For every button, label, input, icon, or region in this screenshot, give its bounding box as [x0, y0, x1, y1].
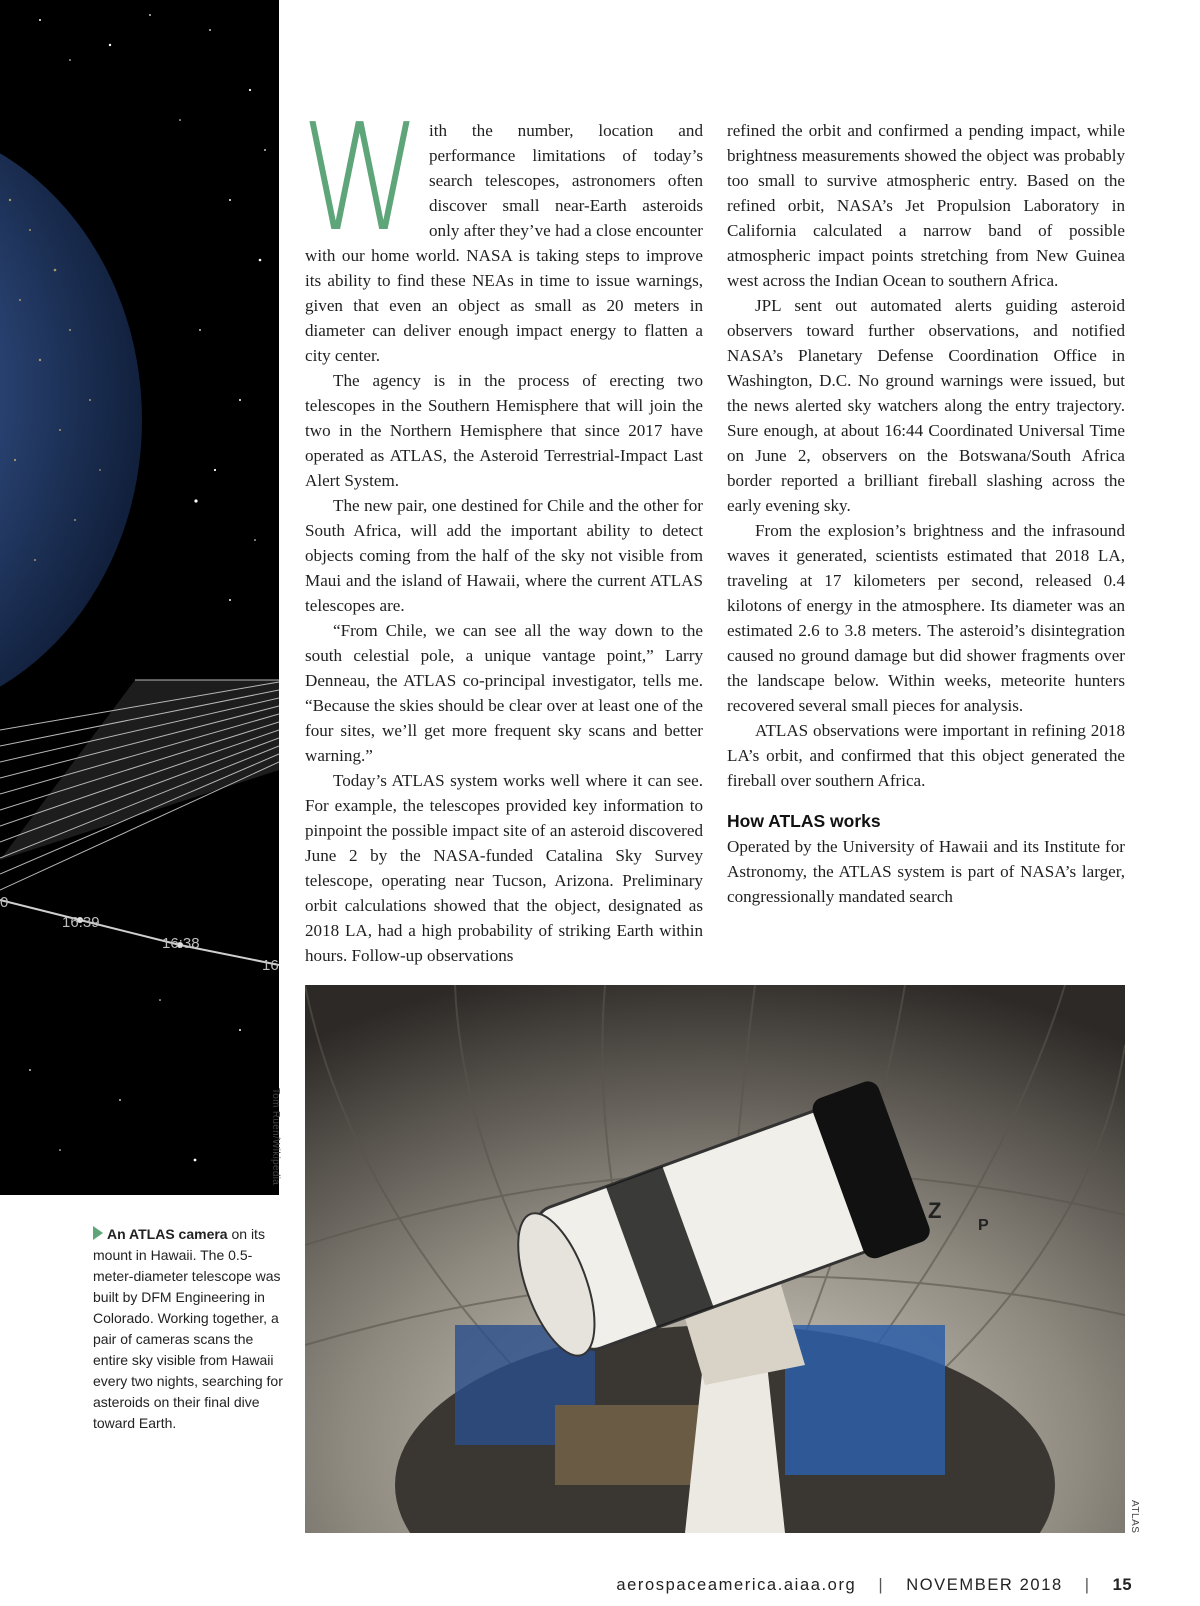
time-label: 0: [0, 894, 9, 911]
paragraph: Operated by the University of Hawaii and its Institute for Astronomy, the ATLAS system is part of NASA’s larger, congressionally mandated search: [727, 837, 1125, 906]
caption-arrow-icon: [93, 1226, 103, 1240]
page-number: 15: [1112, 1576, 1132, 1594]
graphic-credit: Tom Ruen/Wikipedia: [270, 1088, 281, 1186]
dome-letter: Z: [928, 1198, 942, 1223]
telescope-photo: [305, 985, 1125, 1533]
photo-caption: [93, 1224, 283, 1434]
earth-trajectory-illustration: [0, 0, 279, 1195]
paragraph: “From Chile, we can see all the way down to the south celestial pole, a unique vantage point,” Larry Denneau, the ATLAS co-principal investigator, tells me. “Because the skies should be clear over at least one of the four sites, we’ll get more frequent sky scans and better warning.”: [305, 621, 703, 765]
time-label: 16: [262, 957, 279, 974]
earth-globe: [0, 120, 142, 720]
telescope-illustration: [305, 985, 1125, 1533]
space-graphic: [0, 0, 279, 1195]
section-subhead: How ATLAS works: [727, 811, 881, 831]
footer-site: aerospaceamerica.aiaa.org: [616, 1576, 857, 1594]
article-column-left: [301, 92, 703, 968]
time-label: 16:38: [162, 935, 200, 952]
dome-letter: P: [978, 1217, 989, 1234]
time-label: 16:39: [62, 914, 100, 931]
page-footer: [616, 1576, 1132, 1595]
paragraph: With the number, location and performance limitations of today’s search telescopes, astronomers often discover small near-Earth asteroids only after they’ve had a close encounter with our home world. NASA is taking steps to improve its ability to find these NEAs in time to issue warnings, given that even an object as small as 20 meters in diameter can deliver enough impact energy to flatten a city center.: [301, 92, 703, 365]
photo-credit: ATLAS: [1129, 1500, 1140, 1534]
caption-text: on its mount in Hawaii. The 0.5-meter-diameter telescope was built by DFM Engineering in Colorado. Working together, a pair of cameras scans the entire sky visible from Hawaii every two nights, searching for asteroids on their final dive toward Earth.: [93, 1226, 283, 1431]
paragraph: ATLAS observations were important in refining 2018 LA’s orbit, and confirmed that this object generated the fireball over southern Africa.: [727, 721, 1125, 790]
drop-cap: W: [301, 92, 422, 264]
trajectory-grid: [0, 680, 279, 890]
article-column-right: [727, 118, 1125, 909]
ground-track: [0, 900, 279, 965]
paragraph: refined the orbit and confirmed a pending impact, while brightness measurements showed the object was probably too small to survive atmospheric entry. Based on the refined orbit, NASA’s Jet Propulsion Laboratory in California calculated a narrow band of possible atmospheric impact points stretching from New Guinea west across the Indian Ocean to southern Africa.: [727, 121, 1125, 290]
paragraph: The agency is in the process of erecting two telescopes in the Southern Hemisphere that will join the two in the Northern Hemisphere that since 2017 have operated as ATLAS, the Asteroid Terrestrial-Impact Last Alert System.: [305, 371, 703, 490]
paragraph: From the explosion’s brightness and the infrasound waves it generated, scientists estimated that 2018 LA, traveling at 17 kilometers per second, released 0.4 kilotons of energy in the atmosphere. Its diameter was an estimated 2.6 to 3.8 meters. The asteroid’s disintegration caused no ground damage but did shower fragments over the landscape below. Within weeks, meteorite hunters recovered several small pieces for analysis.: [727, 521, 1125, 715]
footer-issue: NOVEMBER 2018: [906, 1576, 1063, 1594]
footer-separator: |: [878, 1576, 885, 1594]
paragraph: The new pair, one destined for Chile and the other for South Africa, will add the important ability to detect objects coming from the half of the sky not visible from Maui and the island of Hawaii, where the current ATLAS telescopes are.: [305, 496, 703, 615]
paragraph: Today’s ATLAS system works well where it can see. For example, the telescopes provided key information to pinpoint the possible impact site of an asteroid discovered June 2 by the NASA-funded Catalina Sky Survey telescope, operating near Tucson, Arizona. Preliminary orbit calculations showed that the object, designated as 2018 LA, had a high probability of striking Earth within hours. Follow-up observations: [305, 771, 703, 965]
caption-lead: An ATLAS camera: [107, 1226, 228, 1242]
footer-separator: |: [1084, 1576, 1091, 1594]
paragraph: JPL sent out automated alerts guiding asteroid observers toward further observations, and notified NASA’s Planetary Defense Coordination Office in Washington, D.C. No ground warnings were issued, but the news alerted sky watchers along the entry trajectory. Sure enough, at about 16:44 Coordinated Universal Time on June 2, observers on the Botswana/South Africa border reported a brilliant fireball slashing across the early evening sky.: [727, 296, 1125, 515]
